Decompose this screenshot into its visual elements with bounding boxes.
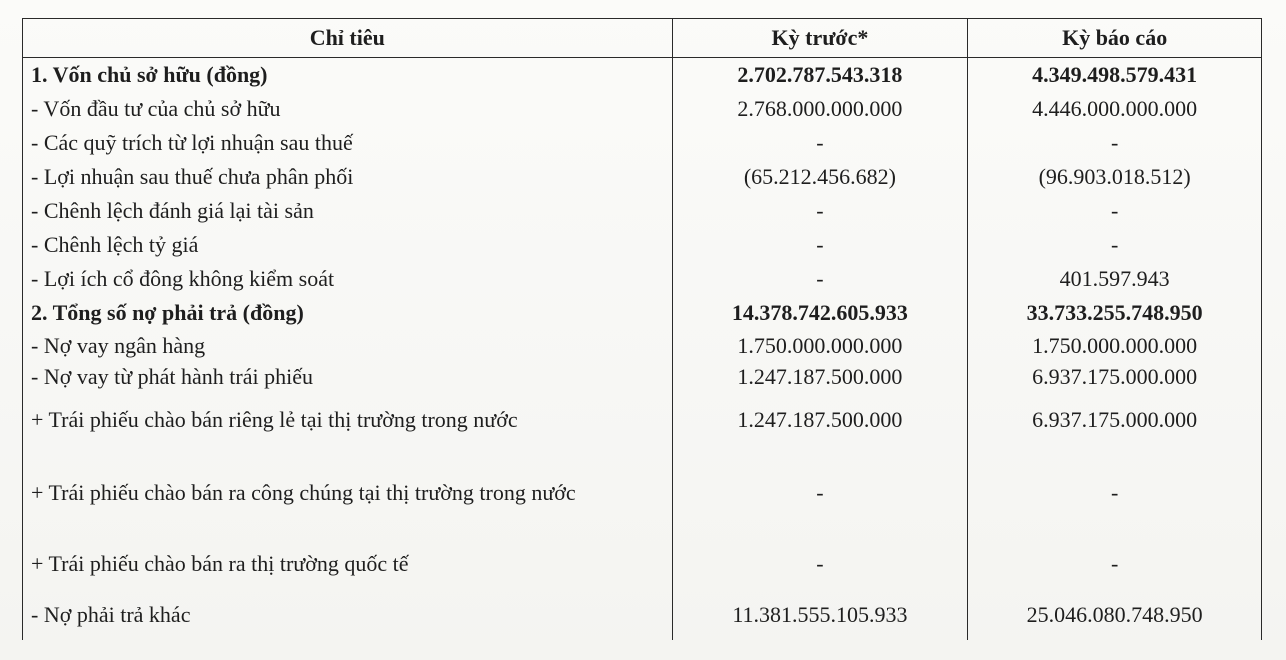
table-row [23, 126, 1262, 160]
current-value: - [968, 126, 1262, 160]
row-label: - Lợi ích cổ đông không kiểm soát [23, 262, 673, 296]
current-value: - [968, 538, 1262, 590]
current-value: - [968, 448, 1262, 538]
table-row [23, 296, 1262, 330]
current-value: - [968, 194, 1262, 228]
row-label: - Nợ vay ngân hàng [23, 330, 673, 361]
previous-value: 2.702.787.543.318 [672, 58, 968, 93]
current-value: (96.903.018.512) [968, 160, 1262, 194]
current-value: 25.046.080.748.950 [968, 590, 1262, 640]
header-indicator: Chỉ tiêu [23, 19, 673, 58]
table-row [23, 361, 1262, 392]
table-row [23, 538, 1262, 590]
previous-value: 1.750.000.000.000 [672, 330, 968, 361]
row-label: - Nợ phải trả khác [23, 590, 673, 640]
header-previous-period: Kỳ trước* [672, 19, 968, 58]
previous-value: 2.768.000.000.000 [672, 92, 968, 126]
previous-value: - [672, 262, 968, 296]
row-label: - Các quỹ trích từ lợi nhuận sau thuế [23, 126, 673, 160]
table-row [23, 262, 1262, 296]
previous-value: - [672, 194, 968, 228]
previous-value: 11.381.555.105.933 [672, 590, 968, 640]
table-row [23, 590, 1262, 640]
row-label: - Chênh lệch tỷ giá [23, 228, 673, 262]
previous-value: - [672, 538, 968, 590]
header-reporting-period: Kỳ báo cáo [968, 19, 1262, 58]
table-row [23, 160, 1262, 194]
table-header-row [23, 19, 1262, 58]
current-value: 4.446.000.000.000 [968, 92, 1262, 126]
current-value: 401.597.943 [968, 262, 1262, 296]
row-label: - Lợi nhuận sau thuế chưa phân phối [23, 160, 673, 194]
row-label: 1. Vốn chủ sở hữu (đồng) [23, 58, 673, 93]
row-label: + Trái phiếu chào bán ra công chúng tại thị trường trong nước [23, 448, 673, 538]
row-label: + Trái phiếu chào bán ra thị trường quốc tế [23, 538, 673, 590]
current-value: 6.937.175.000.000 [968, 361, 1262, 392]
table-row [23, 194, 1262, 228]
previous-value: (65.212.456.682) [672, 160, 968, 194]
row-label: + Trái phiếu chào bán riêng lẻ tại thị trường trong nước [23, 392, 673, 448]
row-label: - Chênh lệch đánh giá lại tài sản [23, 194, 673, 228]
previous-value: 14.378.742.605.933 [672, 296, 968, 330]
table-row [23, 92, 1262, 126]
previous-value: 1.247.187.500.000 [672, 392, 968, 448]
previous-value: 1.247.187.500.000 [672, 361, 968, 392]
table-row [23, 58, 1262, 93]
previous-value: - [672, 448, 968, 538]
table-row [23, 330, 1262, 361]
current-value: 6.937.175.000.000 [968, 392, 1262, 448]
table-row [23, 448, 1262, 538]
current-value: 33.733.255.748.950 [968, 296, 1262, 330]
row-label: - Vốn đầu tư của chủ sở hữu [23, 92, 673, 126]
table-row [23, 228, 1262, 262]
current-value: 1.750.000.000.000 [968, 330, 1262, 361]
table-row [23, 392, 1262, 448]
previous-value: - [672, 126, 968, 160]
row-label: 2. Tổng số nợ phải trả (đồng) [23, 296, 673, 330]
previous-value: - [672, 228, 968, 262]
current-value: - [968, 228, 1262, 262]
current-value: 4.349.498.579.431 [968, 58, 1262, 93]
page-bottom-edge [0, 652, 1286, 660]
row-label: - Nợ vay từ phát hành trái phiếu [23, 361, 673, 392]
financial-table [22, 18, 1262, 640]
